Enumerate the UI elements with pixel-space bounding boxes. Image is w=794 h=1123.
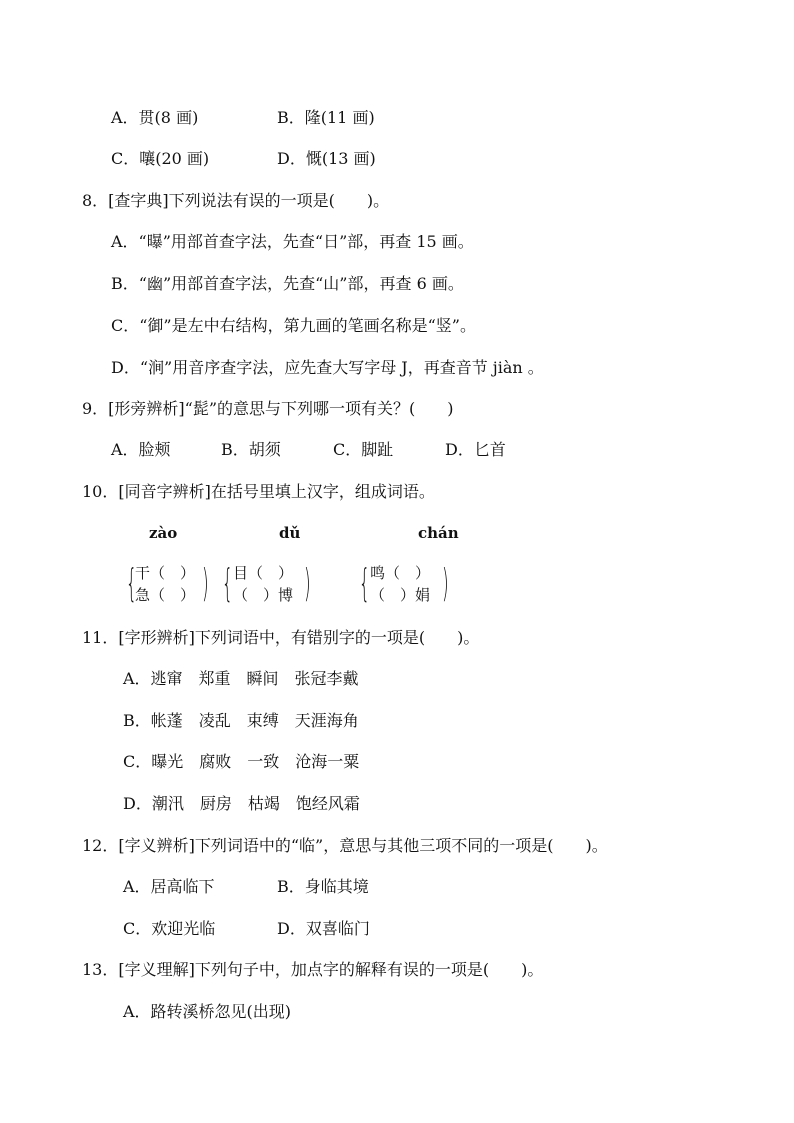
q12-option-b: B．身临其境 <box>277 877 369 896</box>
q11-option-b: B．帐蓬 凌乱 束缚 天涯海角 <box>123 711 359 730</box>
left-brace: { <box>359 561 370 605</box>
q8-option-c: C．“御”是左中右结构，第九画的笔画名称是“竖”。 <box>111 316 476 335</box>
q10-stem: 10．[同音字辨析]在括号里填上汉字，组成词语。 <box>82 482 435 501</box>
q10-group-2-top: 目（ ） <box>233 564 294 582</box>
q10-group-3-top: 鸣（ ） <box>370 564 431 582</box>
q10-pinyin-1: zào <box>149 524 178 542</box>
q10-group-1-bottom: 急（ ） <box>135 586 196 604</box>
q9-option-b: B．胡须 <box>221 440 281 459</box>
q11-option-c: C．曝光 腐败 一致 沧海一粟 <box>123 752 360 771</box>
q11-option-d: D．潮汛 厨房 枯竭 饱经风霜 <box>123 794 360 813</box>
q13-option-a: A．路转溪桥忽见(出现) <box>123 1002 292 1021</box>
q9-stem: 9．[形旁辨析]“髭”的意思与下列哪一项有关？( ) <box>82 399 454 418</box>
q9-option-c: C．脚趾 <box>333 440 394 459</box>
q7-option-b: B．隆(11 画) <box>277 108 375 127</box>
q9-option-d: D．匕首 <box>445 440 506 459</box>
q10-group-1 <box>126 563 226 609</box>
q12-option-a: A．居高临下 <box>123 877 215 896</box>
q7-option-a: A．贯(8 画) <box>111 108 199 127</box>
q10-group-1-top: 干（ ） <box>135 564 196 582</box>
q8-option-d: D．“涧”用音序查字法，应先查大写字母 J，再查音节 jiàn 。 <box>111 358 544 377</box>
q7-option-c: C．嚷(20 画) <box>111 149 210 168</box>
q12-option-c: C．欢迎光临 <box>123 919 216 938</box>
q10-pinyin-2: dǔ <box>279 524 301 542</box>
q11-option-a: A．逃窜 郑重 瞬间 张冠李戴 <box>123 669 359 688</box>
q11-stem: 11．[字形辨析]下列词语中，有错别字的一项是( )。 <box>82 628 480 647</box>
right-paren-bracket: ) <box>202 561 209 605</box>
q8-option-a: A．“曝”用部首查字法，先查“日”部，再查 15 画。 <box>111 232 474 251</box>
right-paren-bracket: ) <box>442 561 449 605</box>
q8-option-b: B．“幽”用部首查字法，先查“山”部，再查 6 画。 <box>111 274 464 293</box>
right-paren-bracket: ) <box>304 561 311 605</box>
q7-option-d: D．慨(13 画) <box>277 149 376 168</box>
q10-pinyin-3: chán <box>418 524 459 542</box>
q10-group-2 <box>222 563 322 609</box>
q12-option-d: D．双喜临门 <box>277 919 370 938</box>
left-brace: { <box>222 561 233 605</box>
q10-group-3-bottom: （ ）娟 <box>370 586 431 604</box>
q10-group-2-bottom: （ ）博 <box>233 586 294 604</box>
q9-option-a: A．脸颊 <box>111 440 171 459</box>
q8-stem: 8．[查字典]下列说法有误的一项是( )。 <box>82 191 390 210</box>
q10-group-3 <box>359 563 459 609</box>
q12-stem: 12．[字义辨析]下列词语中的“临”，意思与其他三项不同的一项是( )。 <box>82 836 608 855</box>
q13-stem: 13．[字义理解]下列句子中，加点字的解释有误的一项是( )。 <box>82 960 544 979</box>
left-brace: { <box>126 561 137 605</box>
